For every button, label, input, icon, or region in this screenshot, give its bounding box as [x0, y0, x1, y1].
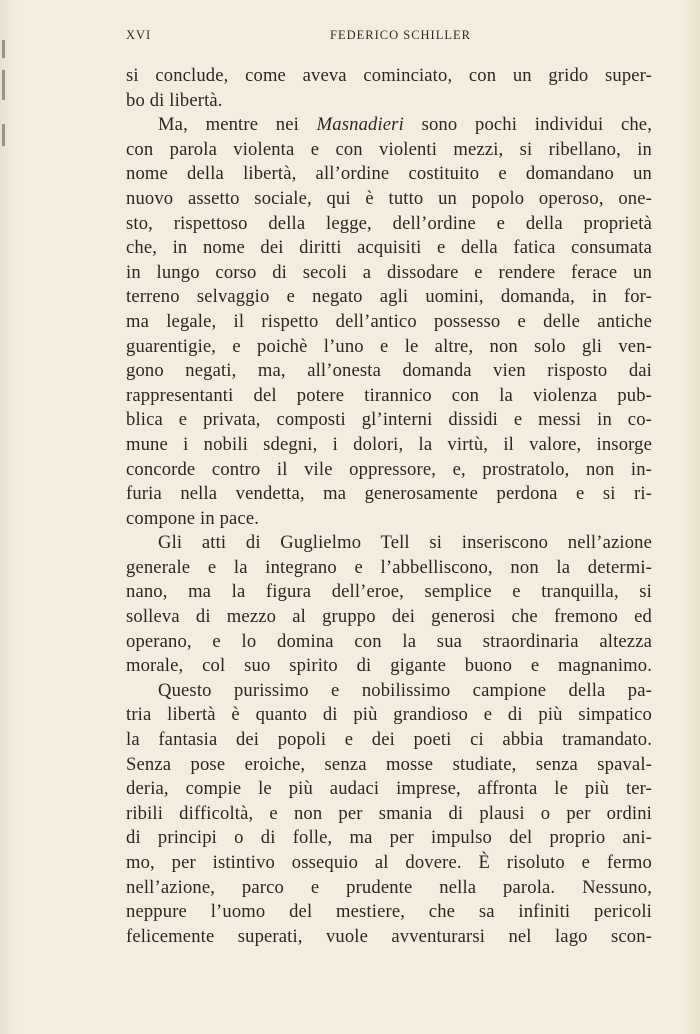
- text-line: nuovo assetto sociale, qui è tutto un popolo operoso, one-: [126, 187, 652, 209]
- text-line: felicemente superati, vuole avventurarsi nel lago scon-: [126, 925, 652, 947]
- page-edge-mark: [2, 124, 5, 146]
- text-line: morale, col suo spirito di gigante buono e magnanimo.: [126, 655, 652, 677]
- page-edge-mark: [2, 70, 5, 100]
- text-line: blica e privata, composti gl’interni dissidi e messi in co-: [126, 409, 652, 431]
- text-line: sto, rispettoso della legge, dell’ordine e della proprietà: [126, 212, 652, 234]
- text-fragment: sono pochi individui che,: [403, 114, 652, 136]
- text-line: nell’azione, parco e prudente nella parola. Nessuno,: [126, 876, 652, 898]
- text-line: con parola violenta e con violenti mezzi, si ribellano, in: [126, 138, 652, 160]
- text-line: generale e la integrano e l’abbelliscono, non la determi-: [126, 556, 652, 578]
- text-line: gono negati, ma, all’onesta domanda vien risposto dai: [126, 360, 652, 382]
- work-title: Masnadieri: [316, 114, 404, 136]
- text-line: mo, per istintivo ossequio al dovere. È risoluto e fermo: [126, 852, 652, 873]
- text-line: che, in nome dei diritti acquisiti e della fatica consumata: [126, 237, 652, 259]
- text-line: ribili difficoltà, e non per smania di plausi o per ordini: [126, 802, 652, 824]
- text-line: Gli atti di Guglielmo Tell si inseriscono nell’azione: [158, 532, 652, 554]
- text-line: la fantasia dei popoli e dei poeti ci abbia tramandato.: [126, 729, 652, 751]
- text-line: nome della libertà, all’ordine costituito e domandano un: [126, 163, 652, 185]
- text-line: nano, ma la figura dell’eroe, semplice e tranquilla, si: [126, 581, 652, 603]
- running-head: FEDERICO SCHILLER: [330, 28, 471, 42]
- text-line: si conclude, come aveva cominciato, con un grido super-: [126, 65, 652, 86]
- text-line: ma legale, il rispetto dell’antico possesso e delle antiche: [126, 310, 652, 332]
- text-line: Senza pose eroiche, senza mosse studiate, senza spaval-: [126, 753, 652, 775]
- page-header: [126, 28, 652, 48]
- text-line: furia nella vendetta, ma generosamente perdona e si ri-: [126, 483, 652, 505]
- text-line: compone in pace.: [126, 507, 260, 529]
- page-number: XVI: [126, 28, 152, 42]
- text-line: Questo purissimo e nobilissimo campione della pa-: [158, 679, 652, 701]
- text-line: [126, 113, 652, 138]
- text-line: terreno selvaggio e negato agli uomini, domanda, in for-: [126, 286, 652, 308]
- text-line: neppure l’uomo del mestiere, che sa infiniti pericoli: [126, 901, 652, 923]
- text-line: di principi o di folle, ma per impulso del proprio ani-: [126, 827, 652, 849]
- text-line: rappresentanti del potere tirannico con la violenza pub-: [126, 384, 652, 406]
- text-line: guarentigie, e poichè l’uno e le altre, non solo gli ven-: [126, 335, 652, 357]
- page-edge-mark: [2, 40, 5, 58]
- text-line: bo di libertà.: [126, 89, 223, 111]
- body-text: [126, 64, 652, 949]
- text-line: mune i nobili sdegni, i dolori, la virtù, il valore, insorge: [126, 433, 652, 455]
- text-line: solleva di mezzo al gruppo dei generosi che fremono ed: [126, 606, 652, 628]
- text-line: operano, e lo domina con la sua straordinaria altezza: [126, 630, 652, 652]
- text-line: concorde contro il vile oppressore, e, prostratolo, non in-: [126, 458, 652, 480]
- text-line: tria libertà è quanto di più grandioso e di più simpatico: [126, 704, 652, 726]
- text-fragment: Ma, mentre nei: [158, 114, 317, 136]
- text-line: deria, compie le più audaci imprese, affronta le più ter-: [126, 778, 652, 800]
- text-line: in lungo corso di secoli a dissodare e rendere ferace un: [126, 261, 652, 283]
